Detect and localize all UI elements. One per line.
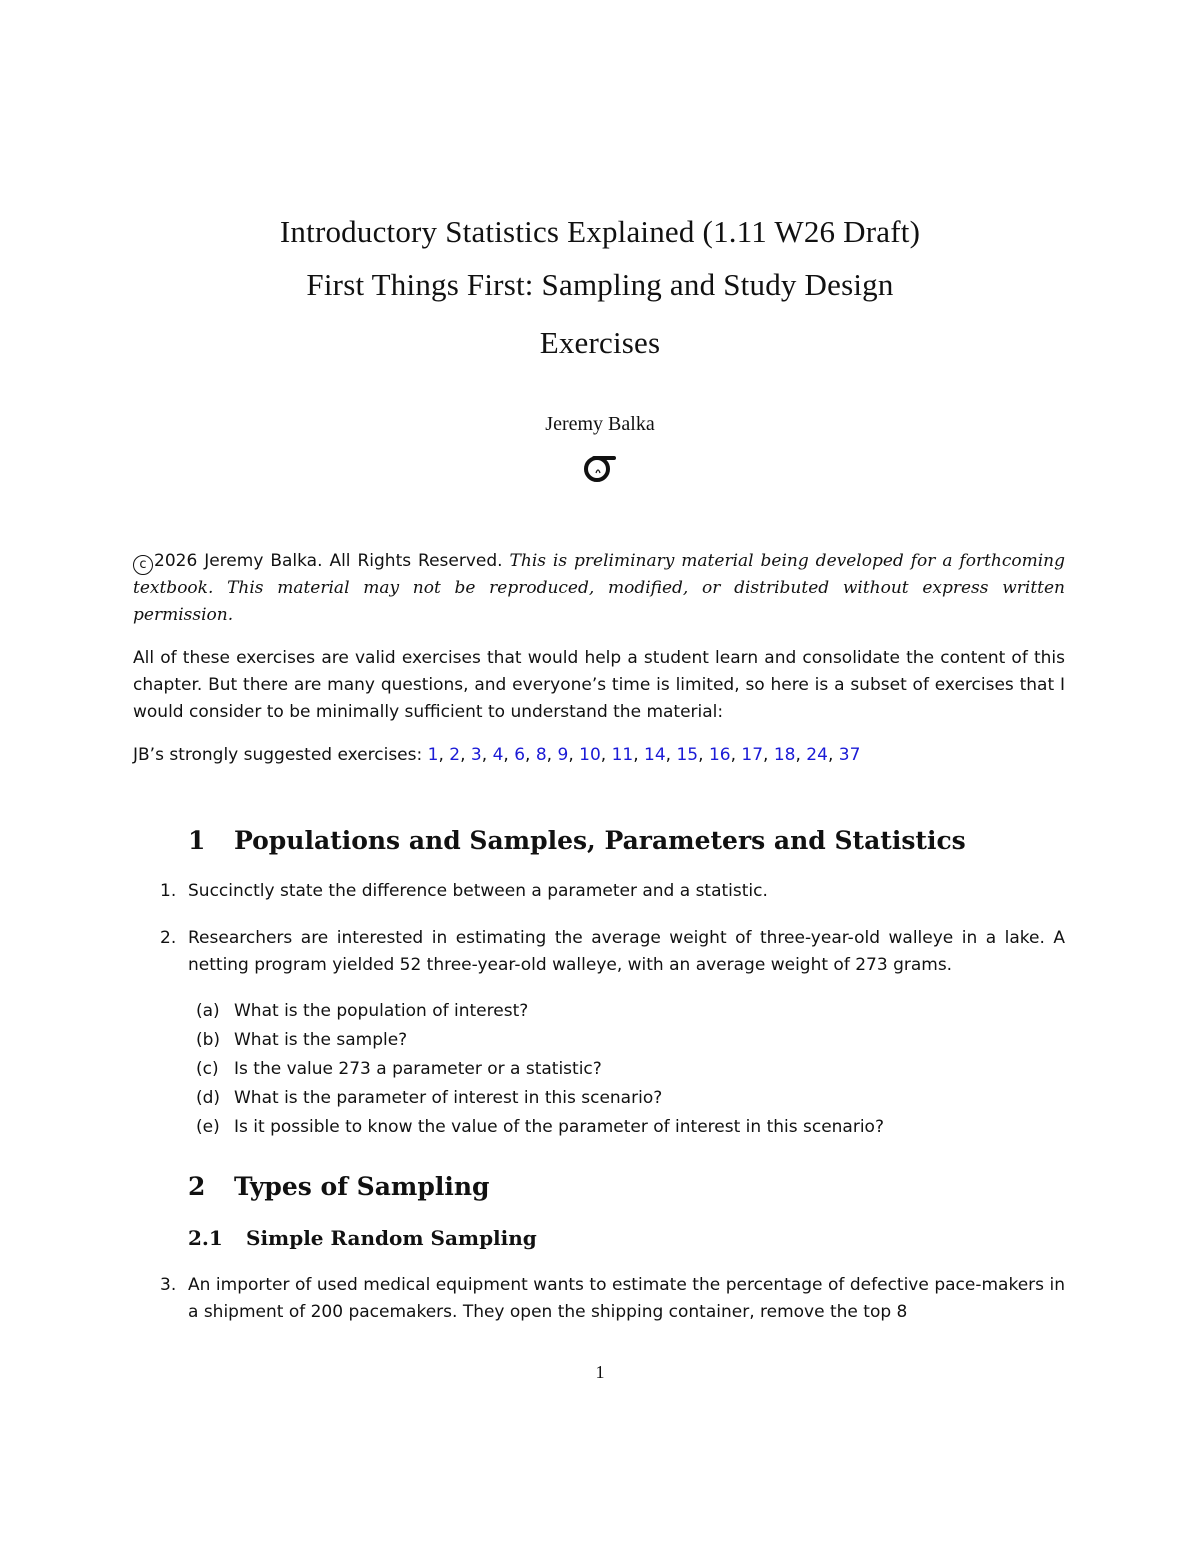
suggested-exercises bbox=[133, 742, 1065, 769]
subpart-text: What is the parameter of interest in this scenario? bbox=[234, 1088, 663, 1108]
question-text: Researchers are interested in estimating the average weight of three-year-old walleye in a lake. A netting program yielded 52 three-year-old walleye, with an average weight of 273 grams. bbox=[188, 928, 1065, 975]
exercise-separator: , bbox=[698, 745, 709, 765]
section-number: 2 bbox=[188, 1172, 206, 1201]
exercise-link-1[interactable]: 1 bbox=[427, 745, 439, 765]
subpart-e bbox=[196, 1113, 1056, 1142]
section-title: Types of Sampling bbox=[234, 1172, 490, 1201]
subpart-label: (b) bbox=[196, 1030, 221, 1050]
subpart-c bbox=[196, 1055, 1056, 1084]
document-title: Introductory Statistics Explained (1.11 W26 Draft) bbox=[279, 214, 921, 249]
exercise-separator: , bbox=[546, 745, 558, 765]
exercise-separator: , bbox=[795, 745, 807, 765]
subpart-label: (e) bbox=[196, 1117, 220, 1137]
exercise-link-4[interactable]: 4 bbox=[492, 745, 504, 765]
subpart-label: (a) bbox=[196, 1001, 220, 1021]
exercise-separator: , bbox=[525, 745, 536, 765]
page-number: 1 bbox=[595, 1362, 605, 1382]
question-1 bbox=[160, 878, 1065, 905]
exercise-link-37[interactable]: 37 bbox=[838, 745, 861, 765]
intro-paragraph: All of these exercises are valid exercises that would help a student learn and consolidate the content of this chapter. But there are many questions, and everyone’s time is limited, so here is a subset of exercises that I would consider to be minimally sufficient to understand the material: bbox=[133, 648, 1065, 722]
question-number: 3. bbox=[160, 1275, 177, 1295]
exercise-separator: , bbox=[730, 745, 742, 765]
exercise-separator: , bbox=[481, 745, 493, 765]
exercise-link-11[interactable]: 11 bbox=[611, 745, 634, 765]
exercise-link-2[interactable]: 2 bbox=[449, 745, 461, 765]
question-text: An importer of used medical equipment wants to estimate the percentage of defective pace-makers in a shipment of 200 pacemakers. They open the shipping container, remove the top 8 bbox=[188, 1275, 1065, 1322]
chapter-title: First Things First: Sampling and Study Design bbox=[306, 267, 894, 302]
copyright-notice bbox=[133, 548, 1065, 629]
exercise-link-18[interactable]: 18 bbox=[773, 745, 796, 765]
exercise-separator: , bbox=[438, 745, 450, 765]
subpart-text: Is the value 273 a parameter or a statistic? bbox=[234, 1059, 602, 1079]
question-text: Succinctly state the difference between a parameter and a statistic. bbox=[188, 881, 768, 901]
exercise-link-16[interactable]: 16 bbox=[708, 745, 731, 765]
exercise-separator: , bbox=[827, 745, 839, 765]
subpart-text: Is it possible to know the value of the parameter of interest in this scenario? bbox=[234, 1117, 884, 1137]
exercise-separator: , bbox=[633, 745, 645, 765]
exercise-separator: , bbox=[665, 745, 677, 765]
subpart-a bbox=[196, 997, 1056, 1026]
question-3 bbox=[160, 1272, 1065, 1326]
title-block bbox=[0, 212, 1200, 486]
suggested-label: JB’s strongly suggested exercises: bbox=[133, 745, 423, 765]
copyright-symbol: c bbox=[133, 555, 153, 575]
question-2-parts bbox=[196, 997, 1056, 1142]
exercise-link-10[interactable]: 10 bbox=[579, 745, 601, 765]
section-1-heading bbox=[188, 826, 966, 855]
exercise-link-14[interactable]: 14 bbox=[644, 745, 666, 765]
exercise-link-6[interactable]: 6 bbox=[514, 745, 526, 765]
exercise-link-15[interactable]: 15 bbox=[676, 745, 699, 765]
question-number: 1. bbox=[160, 881, 177, 901]
subpart-d bbox=[196, 1084, 1056, 1113]
subsection-title: Simple Random Sampling bbox=[246, 1226, 537, 1250]
exercise-link-8[interactable]: 8 bbox=[535, 745, 547, 765]
subpart-label: (c) bbox=[196, 1059, 219, 1079]
front-matter bbox=[133, 548, 1065, 769]
subsection-2-1-heading bbox=[188, 1226, 537, 1250]
exercise-separator: , bbox=[460, 745, 471, 765]
question-number: 2. bbox=[160, 928, 177, 948]
copyright-disclaimer: This is preliminary material being developed for a forthcoming textbook. This material may not be reproduced, modified, or distributed without express written permission. bbox=[133, 551, 1065, 625]
exercises-title: Exercises bbox=[539, 325, 661, 360]
exercise-link-list bbox=[428, 745, 861, 765]
subsection-number: 2.1 bbox=[188, 1226, 223, 1250]
section-2-heading bbox=[188, 1172, 490, 1201]
question-2 bbox=[160, 925, 1065, 979]
exercise-link-24[interactable]: 24 bbox=[806, 745, 828, 765]
section-title: Populations and Samples, Parameters and Statistics bbox=[234, 826, 966, 855]
subpart-text: What is the population of interest? bbox=[234, 1001, 529, 1021]
exercise-link-3[interactable]: 3 bbox=[470, 745, 482, 765]
exercise-separator: , bbox=[600, 745, 612, 765]
exercise-link-17[interactable]: 17 bbox=[741, 745, 764, 765]
subpart-label: (d) bbox=[196, 1088, 221, 1108]
subpart-text: What is the sample? bbox=[234, 1030, 408, 1050]
author-name: Jeremy Balka bbox=[545, 413, 655, 435]
section-number: 1 bbox=[188, 826, 206, 855]
exercise-separator: , bbox=[763, 745, 774, 765]
exercise-separator: , bbox=[568, 745, 580, 765]
subpart-b bbox=[196, 1026, 1056, 1055]
exercise-link-9[interactable]: 9 bbox=[557, 745, 569, 765]
exercise-separator: , bbox=[503, 745, 515, 765]
sigma-logo-icon bbox=[580, 446, 620, 486]
copyright-lead: 2026 Jeremy Balka. All Rights Reserved. bbox=[154, 551, 503, 571]
